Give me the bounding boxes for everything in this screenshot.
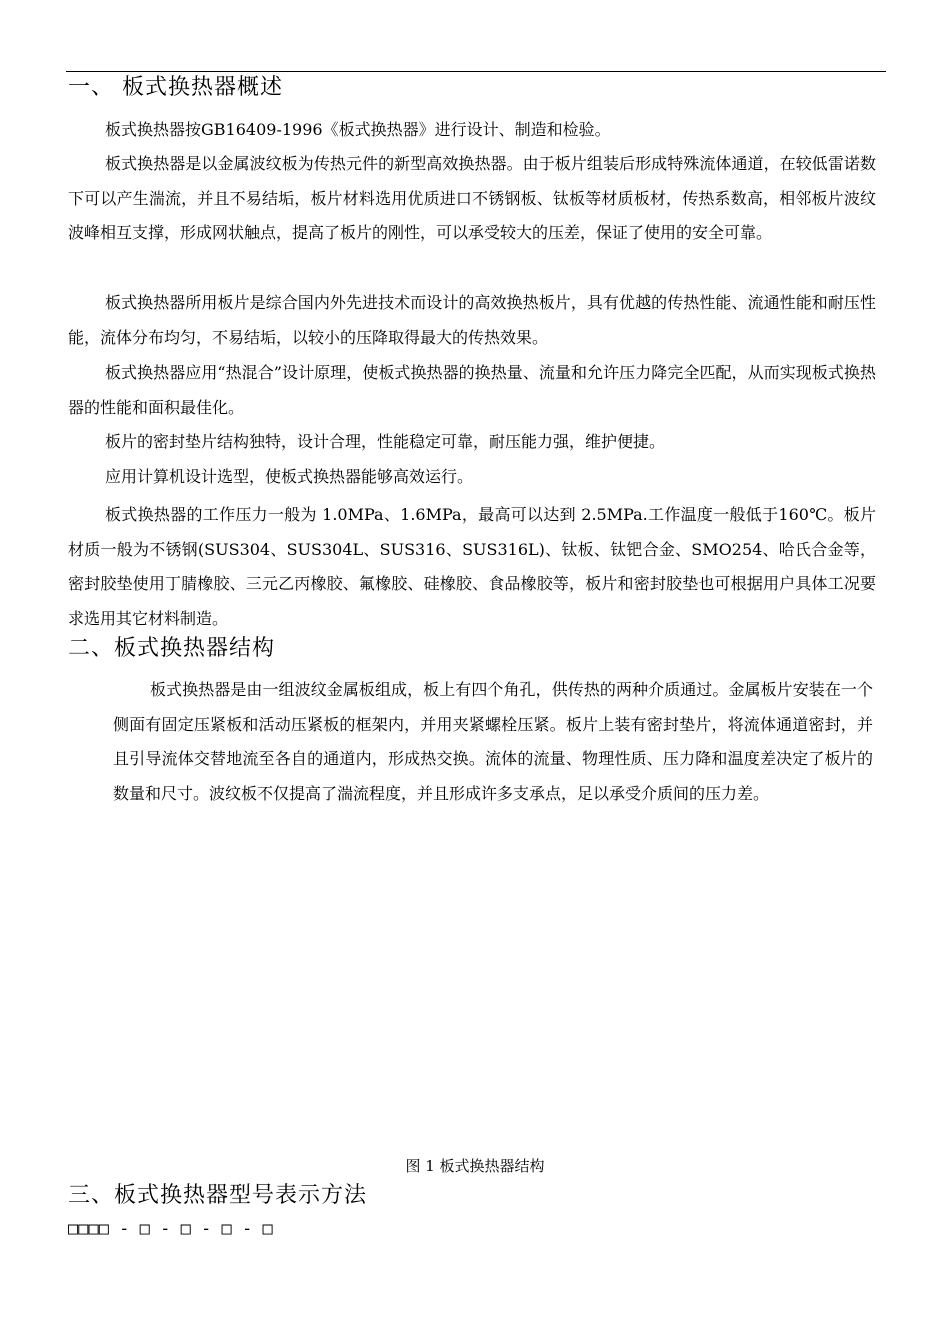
section1-paragraph-5: 板片的密封垫片结构独特，设计合理，性能稳定可靠，耐压能力强，维护便捷。 xyxy=(105,432,666,451)
section2-paragraph: 板式换热器是由一组波纹金属板组成，板上有四个角孔，供传热的两种介质通过。金属板片安装在一个侧面有固定压紧板和活动压紧板的框架内，并用夹紧螺栓压紧。板片上装有密封垫片，将流体通道密封，并且引导流体交替地流至各自的通道内，形成热交换。流体的流量、物理性质、压力降和温度差决定了板片的数量和尺寸。波纹板不仅提高了湍流程度，并且形成许多支承点，足以承受介质间的压力差。 xyxy=(113,680,873,803)
section1-paragraph-6: 应用计算机设计选型，使板式换热器能够高效运行。 xyxy=(105,467,474,486)
section3-title: 三、板式换热器型号表示方法 xyxy=(68,1183,368,1208)
figure-placeholder xyxy=(68,850,876,1145)
figure-caption: 图 1 板式换热器结构 xyxy=(405,1157,545,1175)
header-rule xyxy=(66,71,886,72)
section1-paragraph-7: 板式换热器的工作压力一般为 1.0MPa、1.6MPa，最高可以达到 2.5MPa.工作温度一般低于160℃。板片材质一般为不锈钢(SUS304、SUS304L、SUS316、SUS316L)、钛板、钛钯合金、SMO254、哈氏合金等，密封胶垫使用丁腈橡胶、三元乙丙橡胶、氟橡胶、硅橡胶、食品橡胶等，板片和密封胶垫也可根据用户具体工况要求选用其它材料制造。 xyxy=(68,505,876,628)
section1-title: 一、 板式换热器概述 xyxy=(68,75,283,100)
section1-paragraph-4: 板式换热器应用“热混合”设计原理，使板式换热器的换热量、流量和允许压力降完全匹配，从而实现板式换热器的性能和面积最佳化。 xyxy=(68,363,876,417)
section2-title: 二、板式换热器结构 xyxy=(68,636,276,661)
section1-paragraph-1: 板式换热器按GB16409-1996《板式换热器》进行设计、制造和检验。 xyxy=(105,120,611,139)
section1-paragraph-3: 板式换热器所用板片是综合国内外先进技术而设计的高效换热板片，具有优越的传热性能、流通性能和耐压性能，流体分布均匀，不易结垢，以较小的压降取得最大的传热效果。 xyxy=(68,293,876,347)
model-code: □□□□ - □ - □ - □ - □ xyxy=(68,1219,273,1239)
section1-paragraph-2: 板式换热器是以金属波纹板为传热元件的新型高效换热器。由于板片组装后形成特殊流体通道，在较低雷诺数下可以产生湍流，并且不易结垢，板片材料选用优质进口不锈钢板、钛板等材质板材，传热系数高，相邻板片波纹波峰相互支撑，形成网状触点，提高了板片的刚性，可以承受较大的压差，保证了使用的安全可靠。 xyxy=(68,154,876,242)
